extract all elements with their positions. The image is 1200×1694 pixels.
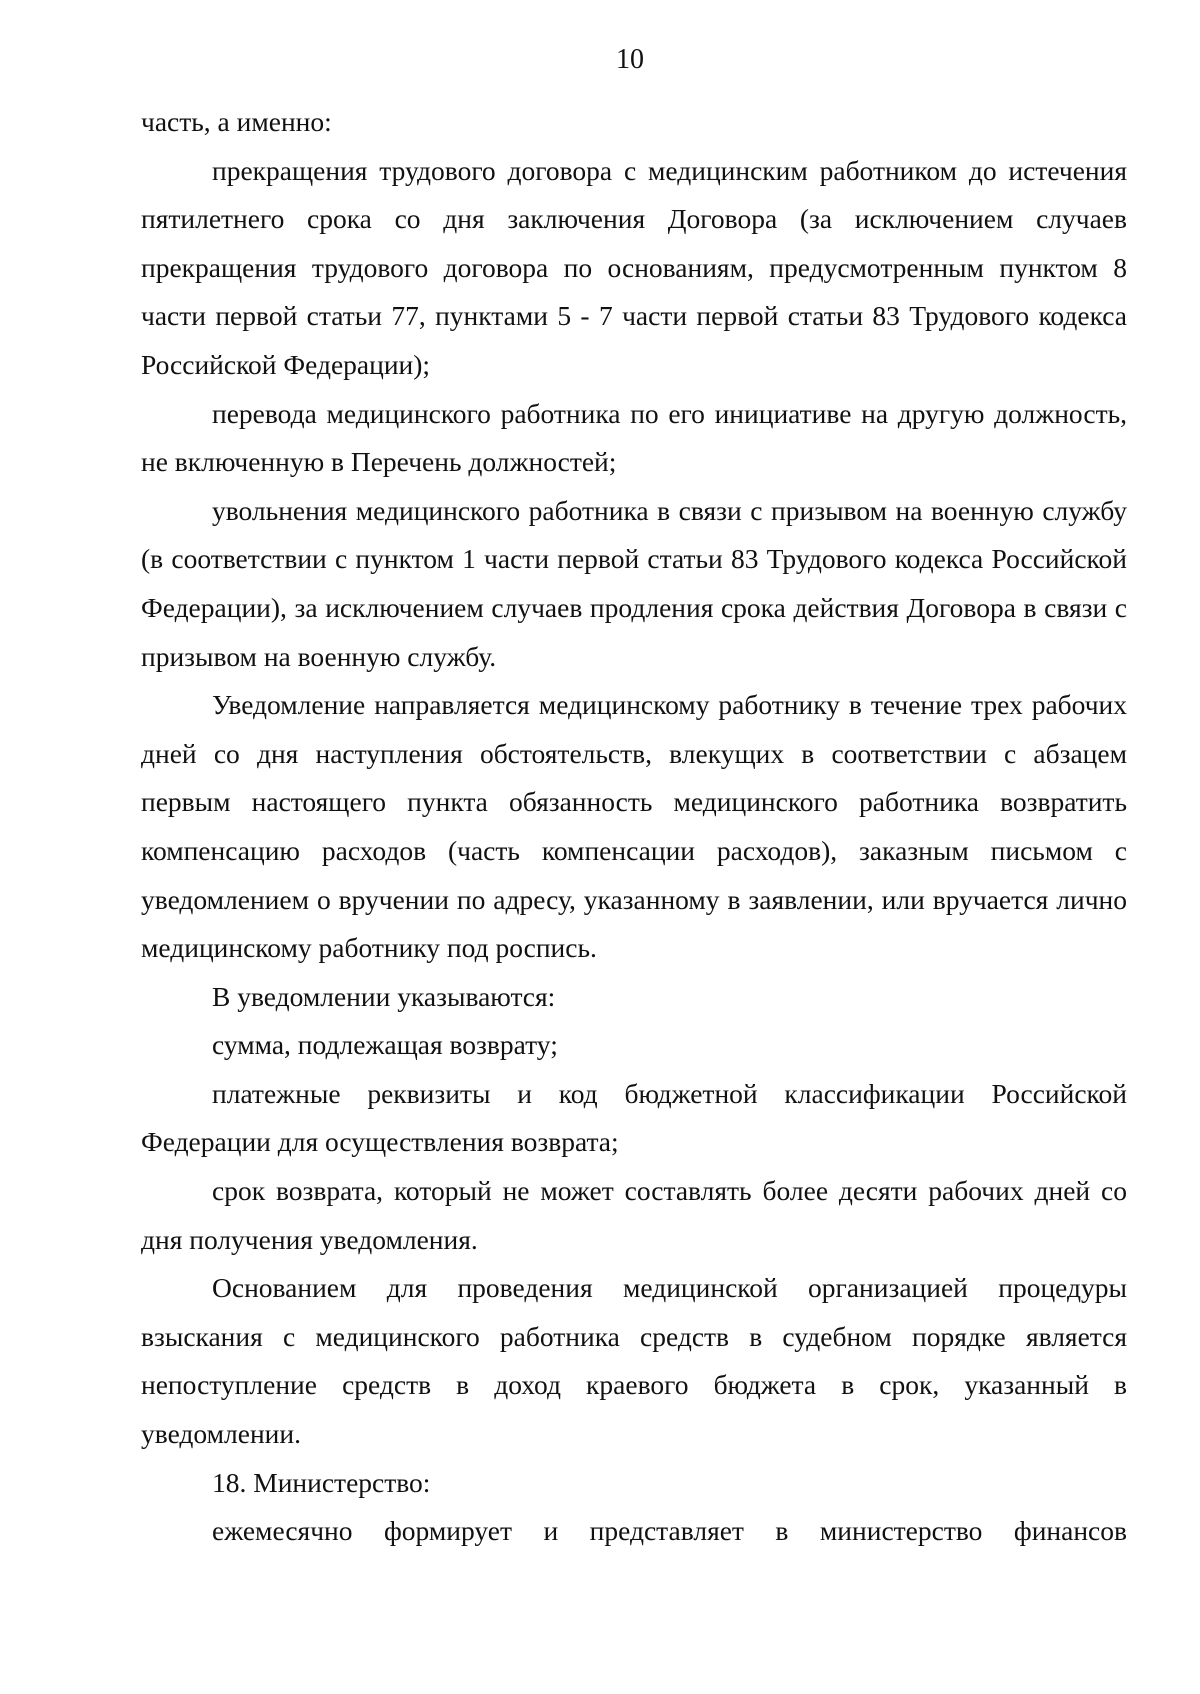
paragraph-transfer: перевода медицинского работника по его инициативе на другую должность, не включенную в Перечень должностей; (141, 397, 1127, 478)
paragraph-notification: Уведомление направляется медицинскому работнику в течение трех рабочих дней со дня наступления обстоятельств, влекущих в соответствии с абзацем первым настоящего пункта обязанность медицинского работника возвратить компенсацию расходов (часть компенсации расходов), заказным письмом с уведомлением о вручении по адресу, указанному в заявлении, или вручается лично медицинскому работнику под роспись. (141, 689, 1127, 964)
document-body (141, 98, 1127, 1556)
paragraph-dismissal: увольнения медицинского работника в связи с призывом на военную службу (в соответствии с пунктом 1 части первой статьи 83 Трудового кодекса Российской Федерации), за исключением случаев продления срока действия Договора в связи с призывом на военную службу. (141, 494, 1127, 672)
paragraph-payment-details: платежные реквизиты и код бюджетной классификации Российской Федерации для осуществления возврата; (141, 1077, 1127, 1158)
paragraph-notification-contents: В уведомлении указываются: (212, 980, 556, 1012)
paragraph-intro: часть, а именно: (141, 106, 332, 137)
page-number: 10 (616, 44, 644, 75)
paragraph-deadline: срок возврата, который не может составлять более десяти рабочих дней со дня получения уведомления. (141, 1175, 1127, 1255)
paragraph-amount: сумма, подлежащая возврату; (212, 1029, 558, 1061)
paragraph-recovery: Основанием для проведения медицинской организацией процедуры взыскания с медицинского работника средств в судебном порядке является непоступление средств в доход краевого бюджета в срок, указанный в уведомлении. (141, 1272, 1127, 1450)
paragraph-ministry-monthly: ежемесячно формирует и представляет в министерство финансов (212, 1515, 1127, 1547)
paragraph-termination: прекращения трудового договора с медицинским работником до истечения пятилетнего срока со дня заключения Договора (за исключением случаев прекращения трудового договора по основаниям, предусмотренным пунктом 8 части первой статьи 77, пунктами 5 - 7 части первой статьи 83 Трудового кодекса Российской Федерации); (141, 154, 1127, 380)
paragraph-ministry-heading: 18. Министерство: (212, 1466, 431, 1498)
